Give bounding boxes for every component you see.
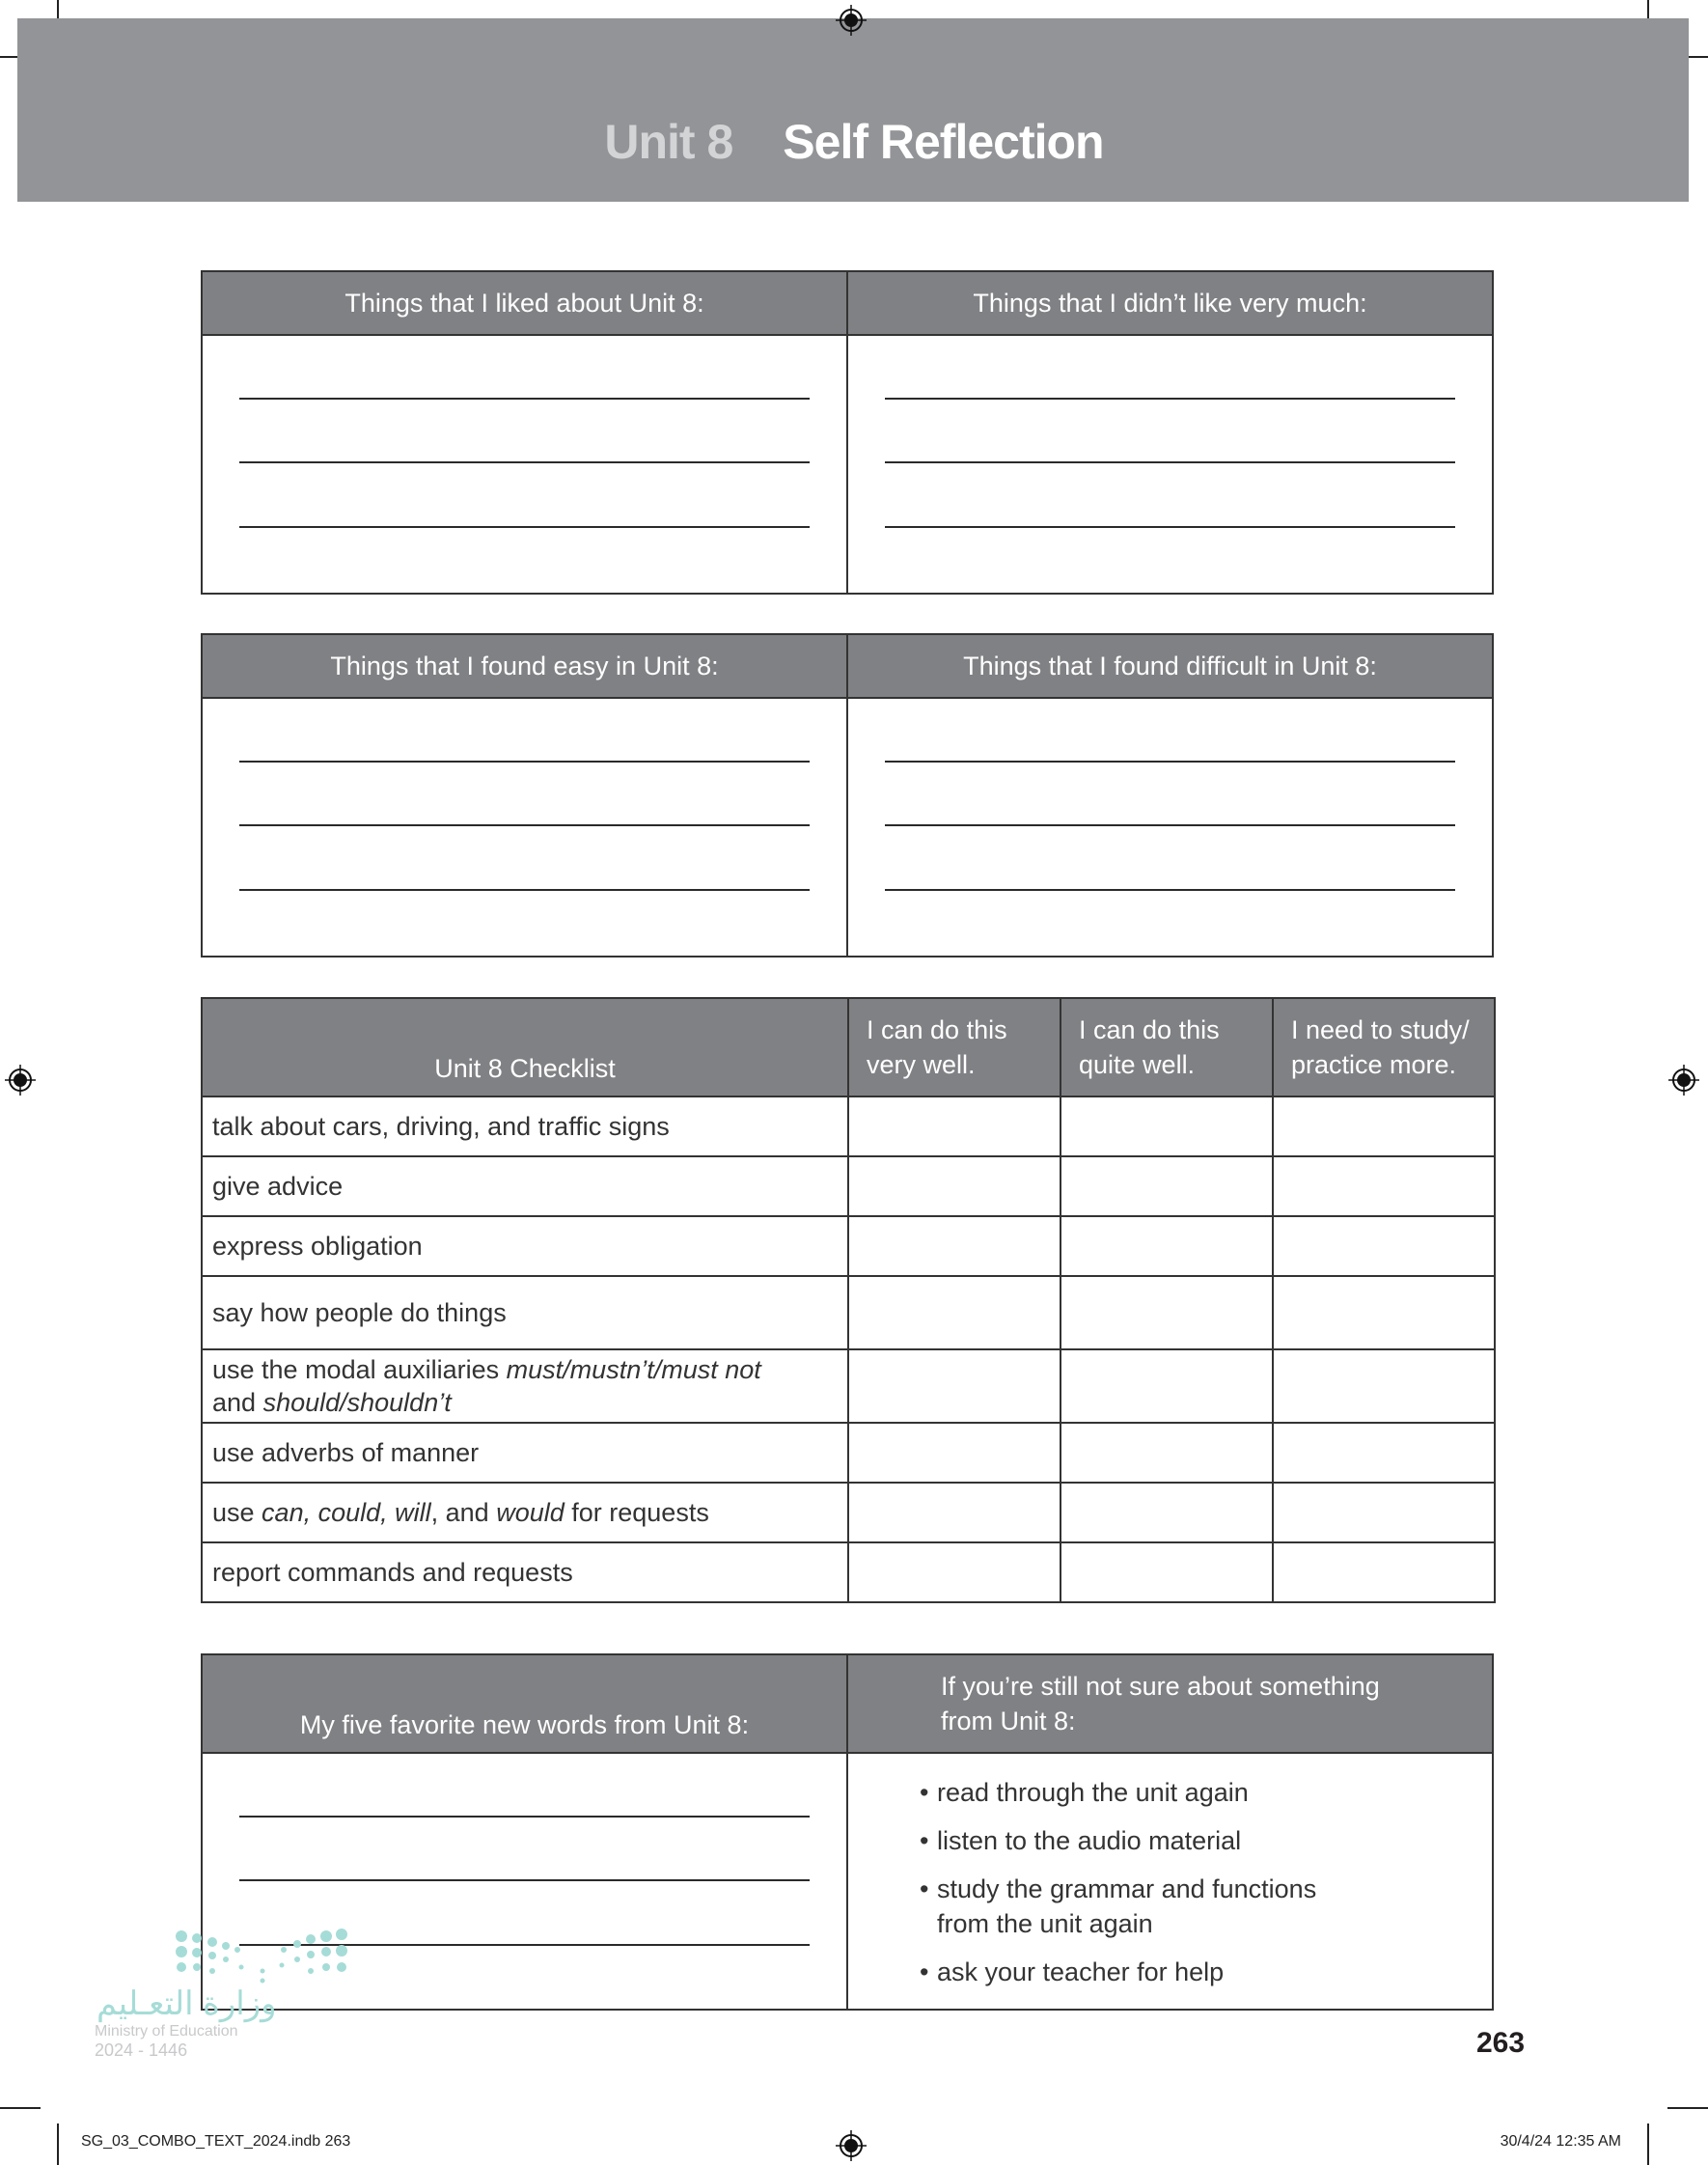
logo-english-text: Ministry of Education: [95, 2023, 238, 2040]
checklist-row: [202, 1483, 1495, 1542]
logo-arabic-text: وزارة التعـليم: [96, 1985, 277, 2022]
skill-text: talk about cars, driving, and traffic signs: [212, 1112, 670, 1141]
skill-text: use: [212, 1498, 262, 1527]
skill-text: use adverbs of manner: [212, 1438, 480, 1467]
column-line: very well.: [867, 1050, 976, 1079]
skill-text-italic: can, could, will: [262, 1498, 431, 1527]
rating-cell[interactable]: [1273, 1096, 1495, 1156]
liked-disliked-table: [201, 270, 1494, 595]
rating-cell[interactable]: [1273, 1156, 1495, 1216]
crop-mark: [57, 2123, 59, 2165]
rating-cell[interactable]: [848, 1542, 1061, 1602]
easy-difficult-table: [201, 633, 1494, 958]
writing-line[interactable]: [885, 526, 1455, 528]
dots-logo-icon: [174, 1929, 347, 1986]
writing-line[interactable]: [239, 461, 810, 463]
easy-answer-area[interactable]: [202, 698, 847, 957]
skill-text-italic: should/shouldn’t: [262, 1388, 452, 1417]
rating-cell[interactable]: [848, 1096, 1061, 1156]
rating-cell[interactable]: [1273, 1349, 1495, 1423]
rating-cell[interactable]: [1273, 1483, 1495, 1542]
disliked-answer-area[interactable]: [847, 335, 1493, 594]
checklist-row: [202, 1216, 1495, 1276]
unit-checklist-table: [201, 997, 1496, 1603]
tip-item: [920, 1775, 1492, 1810]
tip-text: listen to the audio material: [937, 1826, 1242, 1855]
writing-line[interactable]: [239, 1879, 810, 1881]
writing-line[interactable]: [239, 398, 810, 400]
tips-area: [847, 1753, 1493, 2010]
checklist-row: [202, 1276, 1495, 1349]
rating-cell[interactable]: [848, 1349, 1061, 1423]
rating-cell[interactable]: [1061, 1423, 1273, 1483]
rating-cell[interactable]: [1273, 1423, 1495, 1483]
bullet-icon: •: [920, 1778, 929, 1807]
tip-item: [920, 1823, 1492, 1858]
column-line: I need to study/: [1291, 1015, 1470, 1044]
checklist-row: [202, 1096, 1495, 1156]
tip-text: read through the unit again: [937, 1778, 1249, 1807]
crop-mark: [1647, 2123, 1649, 2165]
rating-cell[interactable]: [1061, 1156, 1273, 1216]
registration-mark-icon: [835, 2129, 868, 2162]
writing-line[interactable]: [885, 889, 1455, 891]
rating-cell[interactable]: [1061, 1276, 1273, 1349]
checklist-skill: [202, 1276, 848, 1349]
skill-text: and: [212, 1388, 263, 1417]
slug-file-info: SG_03_COMBO_TEXT_2024.indb 263: [81, 2133, 351, 2150]
rating-cell[interactable]: [1273, 1276, 1495, 1349]
checklist-skill: [202, 1096, 848, 1156]
bullet-icon: •: [920, 1826, 929, 1855]
skill-text-italic: must/mustn’t/must not: [506, 1355, 761, 1384]
column-very-well: [848, 998, 1061, 1096]
liked-answer-area[interactable]: [202, 335, 847, 594]
difficult-answer-area[interactable]: [847, 698, 1493, 957]
column-quite-well: [1061, 998, 1273, 1096]
rating-cell[interactable]: [848, 1156, 1061, 1216]
skill-text: use the modal auxiliaries: [212, 1355, 507, 1384]
header-line: from Unit 8:: [941, 1707, 1076, 1735]
column-line: I can do this: [867, 1015, 1007, 1044]
tip-item: [920, 1872, 1492, 1941]
checklist-skill: [202, 1156, 848, 1216]
title-text: Self Reflection: [783, 115, 1104, 169]
registration-mark-icon: [1667, 1064, 1700, 1096]
rating-cell[interactable]: [1061, 1096, 1273, 1156]
checklist-skill: [202, 1542, 848, 1602]
rating-cell[interactable]: [1273, 1216, 1495, 1276]
slug-date-info: 30/4/24 12:35 AM: [1500, 2133, 1621, 2150]
logo-year-text: 2024 - 1446: [95, 2040, 188, 2060]
writing-line[interactable]: [885, 761, 1455, 763]
tip-item: [920, 1955, 1492, 1989]
writing-line[interactable]: [239, 1816, 810, 1818]
crop-mark: [0, 2107, 41, 2109]
tip-text: from the unit again: [937, 1909, 1153, 1938]
liked-header: Things that I liked about Unit 8:: [202, 271, 847, 335]
header-banner: [17, 18, 1689, 202]
column-line: practice more.: [1291, 1050, 1457, 1079]
writing-line[interactable]: [885, 398, 1455, 400]
tips-list: [848, 1754, 1492, 1989]
skill-text: give advice: [212, 1172, 344, 1201]
bullet-icon: •: [920, 1957, 929, 1986]
checklist-row: [202, 1542, 1495, 1602]
skill-text-italic: would: [496, 1498, 565, 1527]
checklist-row: [202, 1423, 1495, 1483]
registration-mark-icon: [835, 4, 868, 37]
rating-cell[interactable]: [1061, 1483, 1273, 1542]
column-line: I can do this: [1079, 1015, 1220, 1044]
registration-mark-icon: [4, 1064, 37, 1096]
skill-text: express obligation: [212, 1232, 423, 1261]
writing-line[interactable]: [239, 824, 810, 826]
header-line: If you’re still not sure about something: [941, 1672, 1380, 1701]
not-sure-header: [847, 1654, 1493, 1753]
disliked-header: Things that I didn’t like very much:: [847, 271, 1493, 335]
page-number: 263: [1476, 2027, 1526, 2059]
writing-line[interactable]: [239, 889, 810, 891]
checklist-title: Unit 8 Checklist: [202, 998, 848, 1096]
checklist-row: [202, 1156, 1495, 1216]
unit-label: Unit 8: [604, 115, 733, 169]
skill-text: , and: [430, 1498, 497, 1527]
column-need-study: [1273, 998, 1495, 1096]
words-and-tips-table: [201, 1653, 1494, 2011]
writing-line[interactable]: [239, 526, 810, 528]
rating-cell[interactable]: [1273, 1542, 1495, 1602]
rating-cell[interactable]: [1061, 1349, 1273, 1423]
checklist-skill: [202, 1483, 848, 1542]
tip-text: study the grammar and functions: [937, 1874, 1317, 1903]
checklist-skill: [202, 1423, 848, 1483]
rating-cell[interactable]: [848, 1423, 1061, 1483]
rating-cell[interactable]: [1061, 1542, 1273, 1602]
writing-line[interactable]: [239, 761, 810, 763]
checklist-row: [202, 1349, 1495, 1423]
column-line: quite well.: [1079, 1050, 1196, 1079]
tip-text: ask your teacher for help: [937, 1957, 1225, 1986]
checklist-skill: [202, 1216, 848, 1276]
rating-cell[interactable]: [848, 1483, 1061, 1542]
easy-header: Things that I found easy in Unit 8:: [202, 634, 847, 698]
rating-cell[interactable]: [1061, 1216, 1273, 1276]
checklist-skill: [202, 1349, 848, 1423]
skill-text: report commands and requests: [212, 1558, 573, 1587]
ministry-logo: [95, 1930, 345, 2061]
writing-line[interactable]: [885, 461, 1455, 463]
crop-mark: [1667, 2107, 1708, 2109]
rating-cell[interactable]: [848, 1216, 1061, 1276]
writing-line[interactable]: [885, 824, 1455, 826]
skill-text: for requests: [564, 1498, 709, 1527]
page-title: [0, 114, 1708, 170]
favorite-words-header: My five favorite new words from Unit 8:: [202, 1654, 847, 1753]
skill-text: say how people do things: [212, 1298, 507, 1327]
bullet-icon: •: [920, 1874, 929, 1903]
rating-cell[interactable]: [848, 1276, 1061, 1349]
difficult-header: Things that I found difficult in Unit 8:: [847, 634, 1493, 698]
